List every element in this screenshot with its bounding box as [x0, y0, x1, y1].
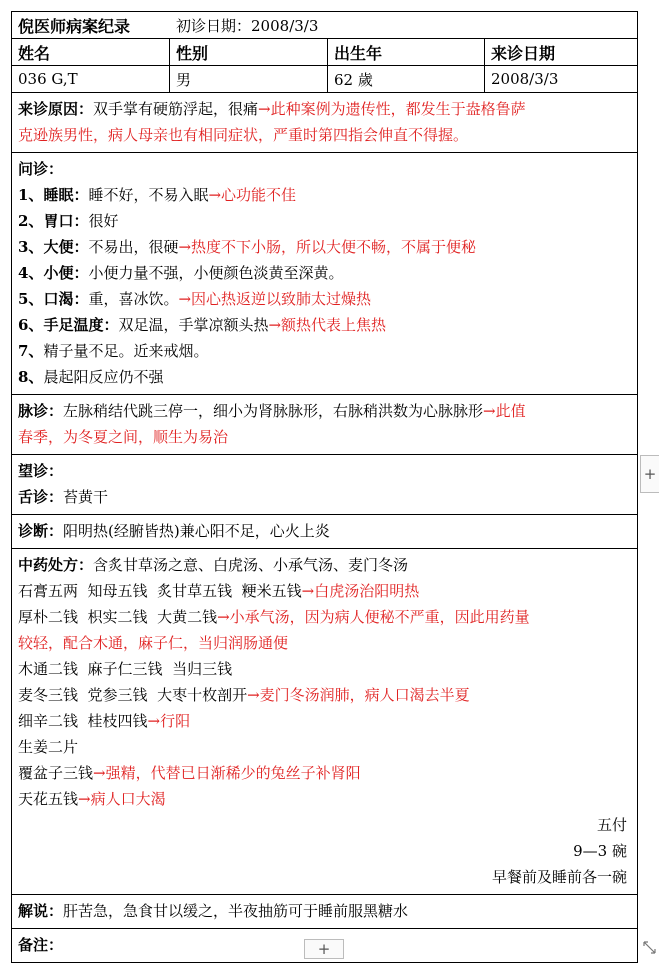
- arrow-icon: →: [301, 582, 315, 600]
- reason-note: 此种案例为遗传性，都发生于盎格鲁萨: [270, 100, 526, 118]
- arrow-icon: →: [147, 712, 161, 730]
- inquiry-item-text: 双足温，手掌凉额头热: [118, 316, 269, 334]
- plus-icon: +: [643, 465, 657, 483]
- prescription-section: [12, 549, 637, 895]
- inquiry-item-text: 不易出，很硬: [88, 238, 179, 256]
- inquiry-item-note: 因心热返逆以致肺太过燥热: [191, 290, 372, 308]
- arrow-icon: →: [268, 316, 282, 334]
- prescription-note: 强精，代替已日渐稀少的兔丝子补肾阳: [105, 764, 361, 782]
- arrow-icon: →: [178, 290, 192, 308]
- pulse-text: 左脉稍结代跳三停一，细小为肾脉脉形，右脉稍洪数为心脉脉形: [63, 402, 484, 420]
- birth-year-header: 出生年: [328, 39, 485, 65]
- prescription-line: [18, 786, 631, 812]
- visit-date-header: 来诊日期: [491, 43, 556, 63]
- look-tongue-section: [12, 455, 637, 515]
- title-row: [12, 12, 637, 39]
- arrow-icon: →: [217, 608, 230, 626]
- remarks-label: 备注：: [18, 936, 64, 954]
- doc-title: 倪医师病案纪录: [18, 16, 131, 36]
- inquiry-item: [18, 312, 631, 338]
- inquiry-item: [18, 182, 631, 208]
- prescription-line: [18, 656, 631, 682]
- inquiry-item-text: 很好: [88, 212, 119, 230]
- diagnosis-text: 阳明热(经腑皆热)兼心阳不足，心火上炎: [63, 522, 330, 540]
- explanation-section: [12, 895, 637, 929]
- prescription-herbs: 天花五钱: [18, 790, 79, 808]
- gender-header: 性别: [170, 39, 328, 65]
- case-record-document: [11, 11, 638, 963]
- add-row-button[interactable]: [304, 939, 344, 959]
- prescription-note: 病人口大渴: [90, 790, 166, 808]
- resize-icon[interactable]: [642, 940, 657, 955]
- inquiry-item-key: 胃口：: [43, 212, 89, 230]
- prescription-line: [18, 760, 631, 786]
- patient-value-row: [12, 66, 637, 93]
- prescription-line: [18, 734, 631, 760]
- prescription-note: 小承气汤，因为病人便秘不严重，因此用药量: [229, 608, 530, 626]
- reason-text: 双手掌有硬筋浮起，很痛: [93, 100, 259, 118]
- visit-date-value: 2008/3/3: [491, 70, 559, 88]
- inquiry-item-text: 重，喜冰饮。: [88, 290, 179, 308]
- dose-timing: 早餐前及睡前各一碗: [491, 868, 627, 886]
- inquiry-item-number: 4、: [18, 264, 44, 282]
- arrow-icon: →: [483, 402, 496, 420]
- inquiry-item: [18, 286, 631, 312]
- birth-year-value: 62 歲: [328, 66, 485, 92]
- inquiry-item-number: 3、: [18, 238, 44, 256]
- dose-count: 五付: [596, 816, 627, 834]
- arrow-icon: →: [258, 100, 271, 118]
- inquiry-item-number: 7、: [18, 342, 44, 360]
- prescription-list: [18, 578, 631, 812]
- pulse-note: 此值: [495, 402, 526, 420]
- prescription-note: 行阳: [160, 712, 191, 730]
- inquiry-item-key: 睡眠：: [43, 186, 89, 204]
- bowl-count: 9—3 碗: [573, 842, 627, 860]
- inquiry-item-key: 小便：: [43, 264, 89, 282]
- prescription-line: [18, 604, 631, 630]
- explanation-label: 解说：: [18, 902, 64, 920]
- expand-side-button[interactable]: [640, 455, 659, 493]
- reason-section: [12, 93, 637, 153]
- inquiry-item: [18, 234, 631, 260]
- diagnosis-section: [12, 515, 637, 549]
- prescription-line: [18, 682, 631, 708]
- inquiry-item-number: 5、: [18, 290, 44, 308]
- inquiry-label: 问诊：: [18, 160, 64, 178]
- inquiry-item-note: 热度不下小肠，所以大便不畅，不属于便秘: [191, 238, 477, 256]
- prescription-herbs: 厚朴二钱 枳实二钱 大黄二钱: [18, 608, 218, 626]
- inquiry-item: [18, 364, 631, 390]
- pulse-label: 脉诊：: [18, 402, 64, 420]
- inquiry-item-number: 2、: [18, 212, 44, 230]
- inquiry-item-note: 心功能不佳: [221, 186, 297, 204]
- prescription-herbs: 石膏五两 知母五钱 炙甘草五钱 粳米五钱: [18, 582, 302, 600]
- first-visit-date: 初诊日期：2008/3/3: [176, 16, 319, 35]
- name-header: 姓名: [12, 39, 170, 65]
- inquiry-item-key: 口渴：: [43, 290, 89, 308]
- prescription-herbs: 覆盆子三钱: [18, 764, 94, 782]
- prescription-herbs: 细辛二钱 桂枝四钱: [18, 712, 148, 730]
- inquiry-list: [18, 182, 631, 390]
- prescription-line: [18, 708, 631, 734]
- inquiry-item-key: 大便：: [43, 238, 89, 256]
- look-label: 望诊：: [18, 462, 64, 480]
- prescription-herbs: 生姜二片: [18, 738, 79, 756]
- inquiry-section: [12, 153, 637, 395]
- prescription-note: 白虎汤治阳明热: [314, 582, 420, 600]
- arrow-icon: →: [178, 238, 192, 256]
- arrow-icon: →: [93, 764, 106, 782]
- inquiry-item-text: 小便力量不强，小便颜色淡黄至深黄。: [88, 264, 344, 282]
- prescription-herbs: 麦冬三钱 党参三钱 大枣十枚剖开: [18, 686, 248, 704]
- inquiry-item: [18, 338, 631, 364]
- reason-label: 来诊原因：: [18, 100, 94, 118]
- inquiry-item-number: 8、: [18, 368, 44, 386]
- inquiry-item: [18, 208, 631, 234]
- inquiry-item-note: 额热代表上焦热: [281, 316, 387, 334]
- tongue-text: 苔黄干: [63, 488, 109, 506]
- prescription-herbs: 木通二钱 麻子仁三钱 当归三钱: [18, 660, 233, 678]
- gender-value: 男: [170, 66, 328, 92]
- plus-icon: +: [317, 940, 331, 958]
- prescription-intro: 含炙甘草汤之意、白虎汤、小承气汤、麦门冬汤: [93, 556, 409, 574]
- reason-note-continued: 克逊族男性，病人母亲也有相同症状，严重时第四指会伸直不得握。: [18, 126, 469, 144]
- pulse-note-continued: 春季，为冬夏之间，顺生为易治: [18, 428, 229, 446]
- inquiry-item-text: 晨起阳反应仍不强: [43, 368, 164, 386]
- inquiry-item-number: 6、: [18, 316, 44, 334]
- inquiry-item-text: 睡不好，不易入眠: [88, 186, 209, 204]
- explanation-text: 肝苦急，急食甘以缓之，半夜抽筋可于睡前服黑糖水: [63, 902, 409, 920]
- name-value: 036 G,T: [12, 66, 170, 92]
- pulse-section: [12, 395, 637, 455]
- prescription-label: 中药处方：: [18, 556, 94, 574]
- inquiry-item-number: 1、: [18, 186, 44, 204]
- prescription-line: [18, 578, 631, 604]
- arrow-icon: →: [78, 790, 91, 808]
- inquiry-item-key: 手足温度：: [43, 316, 119, 334]
- inquiry-item-text: 精子量不足。近来戒烟。: [43, 342, 209, 360]
- patient-header-row: [12, 39, 637, 66]
- tongue-label: 舌诊：: [18, 488, 64, 506]
- inquiry-item: [18, 260, 631, 286]
- prescription-note-continued: 较轻，配合木通，麻子仁，当归润肠通便: [18, 634, 289, 652]
- arrow-icon: →: [247, 686, 260, 704]
- prescription-note: 麦门冬汤润肺，病人口渴去半夏: [259, 686, 470, 704]
- diagnosis-label: 诊断：: [18, 522, 64, 540]
- arrow-icon: →: [208, 186, 222, 204]
